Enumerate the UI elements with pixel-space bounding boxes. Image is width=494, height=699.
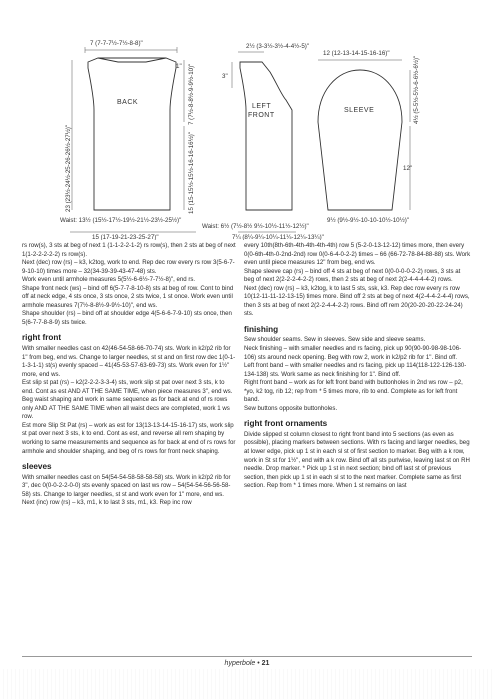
left-front-label-2: FRONT (248, 112, 275, 119)
intro-paragraph: Work even until armhole measures 5(5½-6-6½-7-7½-8)", end rs. (22, 276, 196, 284)
right-front-paragraph: Est more Slip St Pat (rs) – work as est for 13(13-13-14-15-16-17) sts, work slip st pat over next 3 sts, k to end. Cont as est, and reverse all rem shaping by working to same measurements and sequence as for back at end of rs rows for armhole and shoulder shaping, and beg of rs rows for front neck shaping. (22, 421, 236, 455)
left-front-neck-depth: 3" (222, 73, 228, 80)
left-front-waist: Waist: 6½ (7½-8½ 9½-10½-11½-12½)" (202, 223, 309, 230)
finishing-paragraph: Sew shoulder seams. Sew in sleeves. Sew side and sleeve seams. (244, 336, 426, 344)
ornaments-heading: right front ornaments (244, 419, 328, 429)
back-label: BACK (117, 99, 139, 106)
finishing-paragraph: Right front band – work as for left front band with buttonholes in 2nd ws row – p2, *yo, k2 tog, rib 12; rep from * 5 times more, rib to end. Complete as for left front band. (244, 379, 463, 404)
finishing-paragraph: Sew buttons opposite buttonholes. (244, 404, 338, 412)
sleeves-heading: sleeves (22, 462, 52, 472)
back-waist: Waist: 13½ (15½-17½-19½-21½-23½-25½)" (60, 217, 182, 224)
intro-paragraph: Shape front neck (ws) – bind off 6(5-7-7-8-10-8) sts at beg of row. Cont to bind off at neck edge, 4 sts once, 3 sts once, 2 sts twice, 1 st once. Work even until armhole measures 7(7½-8-8½-9-9½-10)", end ws. (22, 284, 234, 309)
sleeve-cuff: 9½ (9½-9½-10-10-10½-10½)" (327, 217, 409, 224)
page-number: 21 (261, 660, 270, 667)
finishing-heading: finishing (244, 324, 279, 334)
left-front-schematic (202, 43, 324, 240)
right-front-heading: right front (22, 333, 62, 343)
right-column (244, 242, 472, 491)
back-top-width: 7 (7-7-7½-7½-8-8)" (90, 40, 143, 47)
intro-paragraph: Next (dec) row (rs) – k3, k2tog, work to end. Rep dec row every rs row 3(5-6-7-9-10-10) times more – 32(34-39-39-43-47-48) sts. (22, 259, 235, 275)
back-schematic (60, 40, 196, 240)
sleeve-top-width: 12 (12-13-14-15-16-16)" (323, 50, 390, 57)
left-column (22, 242, 237, 508)
footer-rule (22, 656, 472, 657)
finishing-paragraph: Left front band – with smaller needles and rs facing, pick up 114(118-122-126-130-134-138) sts. Work same as neck finishing for 1". Bind off. (244, 362, 467, 378)
sleeve-cont-paragraph: Shape sleeve cap (rs) – bind off 4 sts at beg of next 0(0-0-0-0-2-2) rows, 3 sts at beg of next 2(2-2-2-4-2-2) rows, then 2 sts at beg of next 2(2-4-4-4-4-2) rows. (244, 267, 461, 284)
sleeve-cont-paragraph: Next (dec) row (rs) – k3, k2tog, k to last 5 sts, ssk, k3. Rep dec row every rs row 10(12-11-11-12-13-15) times more. Bind off 2 sts at beg of next 4(2-4-4-2-4-4) rows, then 3 sts at beg of next 2(2-2-4-4-2-2) rows. Bind off rem 20(20-20-20-22-24-24) sts. (244, 284, 470, 318)
right-front-paragraph: Beg waist shaping and work in same sequence as for back at end of rs rows only AND AT THE SAME TIME when all waist decs are completed, work 1 ws row. (22, 396, 230, 421)
sleeve-cont-paragraph: every 10th(8th-6th-4th-4th-4th-4th) row 5 (5-2-0-13-12-12) times more, then every 0(0-6th-4th-0-2nd-2nd) row 0(0-6-4-0-2-2) times – 66 (66-72-78-84-88-88) sts. Work even until piece measures 12" from beg, end ws. (244, 242, 471, 267)
page-footer (0, 660, 494, 667)
left-front-label-1: LEFT (252, 103, 272, 110)
left-front-hip: 7¼ (8¼-9¼-10¼-11¼-12¼-13¼)" (232, 234, 324, 240)
back-side-length: 15 (15-15½-15½-16-16-16½)" (188, 132, 195, 214)
back-armhole-depth: 7 (7½-8-8½-9-9½-10)" (188, 63, 195, 125)
sleeves-paragraph: Next (inc) row (rs) – k3, m1, k to last 3 sts, m1, k3. Rep inc row (22, 499, 192, 507)
left-front-top-width: 2½ (3-3½-3½-4-4½-5)" (246, 43, 310, 50)
right-front-paragraph: With smaller needles cast on 42(46-54-58-66-70-74) sts. Work in k2/p2 rib for 1" from beg, end ws. Change to larger needles, st st and on first row dec 1(0-1-1-3-1-1) st(s) evenly spaced – 41(45-53-57-63-69-73) sts. Work even for 1½" more, end ws. (22, 345, 236, 378)
back-hip: 15 (17-19-21-23-25-27)" (92, 234, 159, 240)
sleeve-schematic (318, 50, 420, 224)
sleeve-length: 12" (403, 165, 413, 172)
intro-paragraph: rs row(s), 3 sts at beg of next 1 (1-1-2-2-1-2) rs row(s), then 2 sts at beg of next 1(1-2-2-2-2-2) rs row(s). (22, 242, 236, 258)
back-total-length: 23 (23½-24½-25-26-26½-27½)" (65, 124, 72, 212)
ornaments-paragraph: Divide slipped st column closest to right front band into 5 sections (as even as possible), placing markers between sections. With rs facing and larger needles, beg at lower edge, pick up 1 st in each sl st of first section to marker. Beg with a k row, work in St st for 1½", end with a k row. Bind off all sts purlwise, leaving last st on RH needle. Drop marker. * Pick up 1 st in next section; bind off last st of previous section, then pick up 1 st in each sl st to the next marker. Complete same as first section. Rep from * 1 times more. When 1 st remains on last (244, 430, 470, 490)
finishing-paragraph: Neck finishing – with smaller needles and rs facing, pick up 90(90-90-98-98-106-106) sts around neck opening. Beg with row 2, work in k2/p2 rib for 1". Bind off. (244, 345, 462, 361)
schematic-diagrams (0, 0, 494, 240)
back-shoulder-drop: 1" (176, 63, 182, 70)
sleeves-paragraph: With smaller needles cast on 54(54-54-58-58-58-58) sts. Work in k2/p2 rib for 3", dec 0(0-0-2-2-0-0) sts evenly spaced on last ws row – 54(54-54-56-56-58-58) sts. Change to larger needles, st st and work even for 1" more, end ws. (22, 473, 231, 498)
right-front-paragraph: Est slip st pat (rs) – k2(2-2-2-3-3-4) sts, work slip st pat over next 3 sts, k to end. Cont as est AND AT THE SAME TIME, when piece measures 3", end ws. (22, 379, 233, 395)
sleeve-label: SLEEVE (344, 107, 375, 114)
sleeve-cap-depth: 4½ (5-5½-5½-6-6½-6½)" (413, 55, 420, 124)
intro-paragraph: Shape shoulder (rs) – bind off at shoulder edge 4(5-6-6-7-9-10) sts once, then 5(6-7-7-8-8-9) sts twice. (22, 310, 232, 326)
scan-noise (0, 669, 494, 699)
footer-brand: hyperbole (224, 660, 256, 667)
footer-separator: • (257, 660, 260, 667)
